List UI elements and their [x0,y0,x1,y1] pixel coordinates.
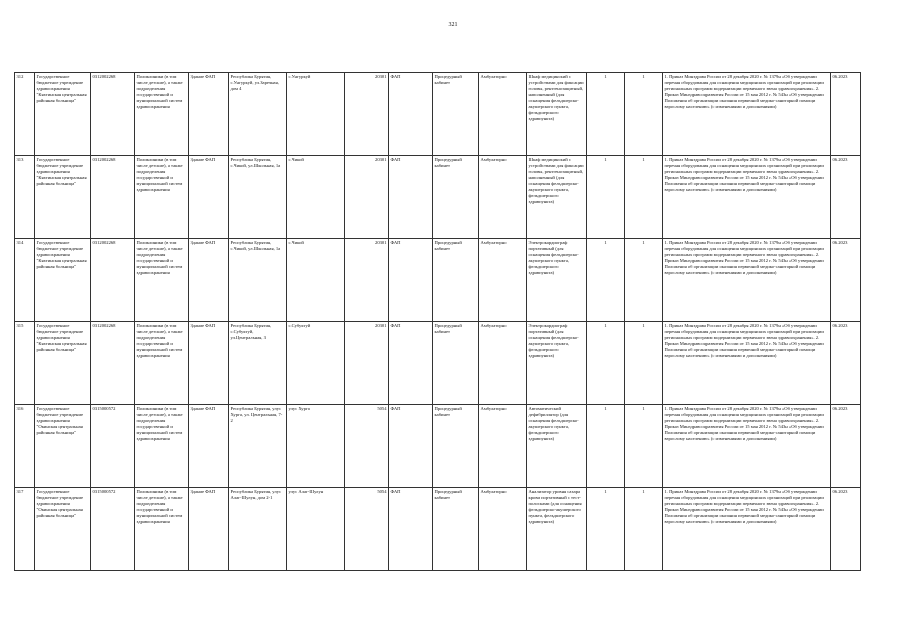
cell-care-form: Амбулаторно [479,405,527,488]
registry-body [15,73,861,571]
cell-legal-basis: 1. Приказ Минздрава России от 28 декабря 2020 г. № 1379н «Об утверждении перечня оборудования для оснащения медицинских организаций при реализации региональных программ модернизации первичного звена здравоохранения». 2. Приказ Минздравсоцразвития России от 15 мая 2012 г. № 543н «Об утверждении Положения об организации оказания первичной медико-санитарной помощи взрослому населению» (с изменениями и дополнениями) [663,405,831,488]
cell-legal-basis: 1. Приказ Минздрава России от 28 декабря 2020 г. № 1379н «Об утверждении перечня оборудования для оснащения медицинских организаций при реализации региональных программ модернизации первичного звена здравоохранения». 2. Приказ Минздравсоцразвития России от 15 мая 2012 г. № 543н «Об утверждении Положения об организации оказания первичной медико-санитарной помощи взрослому населению» (с изменениями и дополнениями) [663,156,831,239]
cell-code: 20301 [345,73,389,156]
cell-row-number: 312 [15,73,35,156]
cell-date: 06.2023 [831,73,861,156]
table-row [15,488,861,571]
cell-cabinet: Процедурный кабинет [433,405,479,488]
cell-date: 06.2023 [831,156,861,239]
cell-facility-type: ФАП [389,488,433,571]
cell-code: 20301 [345,239,389,322]
cell-cabinet: Процедурный кабинет [433,488,479,571]
cell-organization: Государственное бюджетное учреждение здравоохранения "Кяхтинская центральная районная больница" [35,239,91,322]
cell-inn: 0315000572 [91,405,135,488]
cell-quantity-2: 1 [625,156,663,239]
cell-code: 20301 [345,156,389,239]
cell-date: 06.2023 [831,239,861,322]
cell-legal-basis: 1. Приказ Минздрава России от 28 декабря 2020 г. № 1379н «Об утверждении перечня оборудования для оснащения медицинских организаций при реализации региональных программ модернизации первичного звена здравоохранения». 2. Приказ Минздравсоцразвития России от 15 мая 2012 г. № 543н «Об утверждении Положения об организации оказания первичной медико-санитарной помощи взрослому населению» (с изменениями и дополнениями) [663,322,831,405]
cell-quantity-2: 1 [625,488,663,571]
cell-quantity-1: 1 [587,156,625,239]
cell-building: Здание ФАП [189,156,229,239]
cell-organization: Государственное бюджетное учреждение здравоохранения "Кяхтинская центральная районная больница" [35,156,91,239]
cell-quantity-1: 1 [587,405,625,488]
cell-settlement: с.Унгуркуй [287,73,345,156]
cell-address: Республика Бурятия, улус Алаг-Шулун, дом 2-1 [229,488,287,571]
equipment-registry-table [14,72,861,571]
cell-row-number: 316 [15,405,35,488]
cell-cabinet: Процедурный кабинет [433,239,479,322]
cell-organization: Государственное бюджетное учреждение здравоохранения "Окинская центральная районная больница" [35,405,91,488]
cell-activity-type: Поликлиники (в том числе детские), а также подразделения государственной и муниципальной систем здравоохранения [135,73,189,156]
cell-code: 20301 [345,322,389,405]
cell-address: Республика Бурятия, с.Субуктуй, ул.Центральная, 3 [229,322,287,405]
cell-care-form: Амбулаторно [479,322,527,405]
table-row [15,156,861,239]
cell-date: 06.2023 [831,488,861,571]
cell-quantity-1: 1 [587,73,625,156]
cell-care-form: Амбулаторно [479,73,527,156]
page-number: 321 [448,22,458,28]
cell-date: 06.2023 [831,322,861,405]
cell-settlement: с.Чикой [287,239,345,322]
cell-cabinet: Процедурный кабинет [433,156,479,239]
cell-legal-basis: 1. Приказ Минздрава России от 28 декабря 2020 г. № 1379н «Об утверждении перечня оборудования для оснащения медицинских организаций при реализации региональных программ модернизации первичного звена здравоохранения». 2. Приказ Минздравсоцразвития России от 15 мая 2012 г. № 543н «Об утверждении Положения об организации оказания первичной медико-санитарной помощи взрослому населению» (с изменениями и дополнениями) [663,239,831,322]
cell-equipment: Шкаф медицинский с устройствами для фиксации головы, рентгенозащитный, наполненный (для оснащения фельдшерско-акушерского пункта, фельдшерского здравпункта) [527,156,587,239]
cell-building: Здание ФАП [189,322,229,405]
table-row [15,239,861,322]
table-row [15,322,861,405]
cell-quantity-2: 1 [625,239,663,322]
cell-settlement: улус Алаг-Шулун [287,488,345,571]
cell-organization: Государственное бюджетное учреждение здравоохранения "Кяхтинская центральная районная больница" [35,73,91,156]
cell-quantity-1: 1 [587,239,625,322]
cell-code: 5054 [345,405,389,488]
cell-care-form: Амбулаторно [479,156,527,239]
cell-facility-type: ФАП [389,156,433,239]
cell-quantity-1: 1 [587,322,625,405]
cell-quantity-2: 1 [625,322,663,405]
cell-equipment: Электрокардиограф портативный (для оснащения фельдшерско-акушерского пункта, фельдшерского здравпункта) [527,239,587,322]
cell-organization: Государственное бюджетное учреждение здравоохранения "Кяхтинская центральная районная больница" [35,322,91,405]
cell-activity-type: Поликлиники (в том числе детские), а также подразделения государственной и муниципальной систем здравоохранения [135,156,189,239]
cell-inn: 0312002268 [91,73,135,156]
cell-address: Республика Бурятия, с.Чикой, ул.Школьная, 1а [229,239,287,322]
cell-quantity-2: 1 [625,405,663,488]
cell-legal-basis: 1. Приказ Минздрава России от 28 декабря 2020 г. № 1379н «Об утверждении перечня оборудования для оснащения медицинских организаций при реализации региональных программ модернизации первичного звена здравоохранения». 2. Приказ Минздравсоцразвития России от 15 мая 2012 г. № 543н «Об утверждении Положения об организации оказания первичной медико-санитарной помощи взрослому населению» (с изменениями и дополнениями) [663,73,831,156]
cell-facility-type: ФАП [389,405,433,488]
cell-organization: Государственное бюджетное учреждение здравоохранения "Окинская центральная районная больница" [35,488,91,571]
cell-equipment: Анализатор уровня сахара крови портативный с тест-полосками (для оснащения фельдшерско-акушерского пункта, фельдшерского здравпункта) [527,488,587,571]
table-row [15,73,861,156]
cell-address: Республика Бурятия, с.Унгуркуй, ул.Заречная, дом 4 [229,73,287,156]
cell-equipment: Автоматический дефибриллятор (для оснащения фельдшерско-акушерского пункта, фельдшерского здравпункта) [527,405,587,488]
cell-quantity-2: 1 [625,73,663,156]
cell-row-number: 315 [15,322,35,405]
cell-activity-type: Поликлиники (в том числе детские), а также подразделения государственной и муниципальной систем здравоохранения [135,322,189,405]
cell-date: 06.2023 [831,405,861,488]
cell-inn: 0312002268 [91,156,135,239]
cell-equipment: Электрокардиограф портативный (для оснащения фельдшерско-акушерского пункта, фельдшерского здравпункта) [527,322,587,405]
cell-inn: 0312002268 [91,322,135,405]
cell-building: Здание ФАП [189,239,229,322]
table-row [15,405,861,488]
cell-facility-type: ФАП [389,73,433,156]
cell-settlement: с.Чикой [287,156,345,239]
cell-care-form: Амбулаторно [479,488,527,571]
cell-quantity-1: 1 [587,488,625,571]
cell-building: Здание ФАП [189,488,229,571]
cell-equipment: Шкаф медицинский с устройствами для фиксации головы, рентгенозащитный, наполненный (для оснащения фельдшерско-акушерского пункта, фельдшерского здравпункта) [527,73,587,156]
cell-cabinet: Процедурный кабинет [433,73,479,156]
cell-facility-type: ФАП [389,322,433,405]
cell-row-number: 314 [15,239,35,322]
cell-address: Республика Бурятия, с.Чикой, ул.Школьная, 1а [229,156,287,239]
cell-activity-type: Поликлиники (в том числе детские), а также подразделения государственной и муниципальной систем здравоохранения [135,488,189,571]
cell-activity-type: Поликлиники (в том числе детские), а также подразделения государственной и муниципальной систем здравоохранения [135,405,189,488]
cell-code: 5054 [345,488,389,571]
cell-activity-type: Поликлиники (в том числе детские), а также подразделения государственной и муниципальной систем здравоохранения [135,239,189,322]
cell-inn: 0312002268 [91,239,135,322]
cell-row-number: 313 [15,156,35,239]
cell-building: Здание ФАП [189,405,229,488]
cell-facility-type: ФАП [389,239,433,322]
cell-address: Республика Бурятия, улус Хурга, ул. Центральная, 7-2 [229,405,287,488]
cell-row-number: 317 [15,488,35,571]
cell-settlement: улус Хурга [287,405,345,488]
cell-settlement: с.Субуктуй [287,322,345,405]
cell-inn: 0315000572 [91,488,135,571]
cell-building: Здание ФАП [189,73,229,156]
cell-care-form: Амбулаторно [479,239,527,322]
cell-legal-basis: 1. Приказ Минздрава России от 28 декабря 2020 г. № 1379н «Об утверждении перечня оборудования для оснащения медицинских организаций при реализации региональных программ модернизации первичного звена здравоохранения». 2. Приказ Минздравсоцразвития России от 15 мая 2012 г. № 543н «Об утверждении Положения об организации оказания первичной медико-санитарной помощи взрослому населению» (с изменениями и дополнениями) [663,488,831,571]
cell-cabinet: Процедурный кабинет [433,322,479,405]
